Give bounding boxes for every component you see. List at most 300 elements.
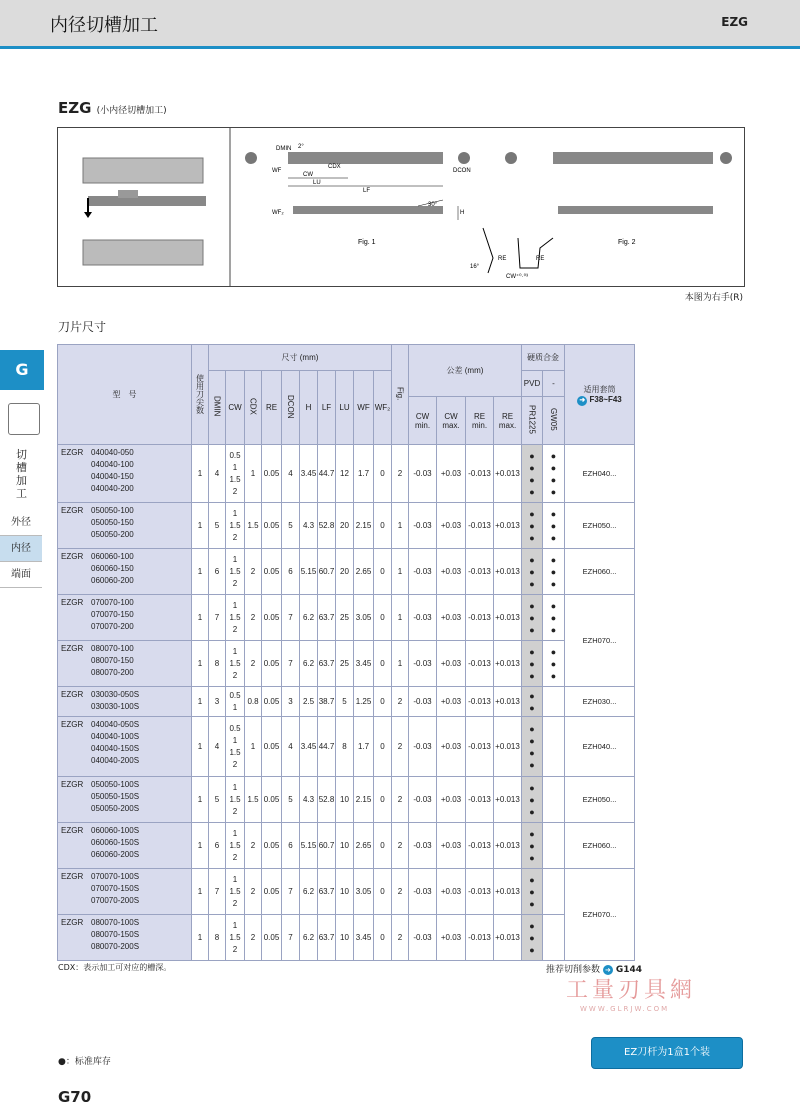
dcon-cell: 4	[282, 717, 300, 777]
wf2-cell: 0	[374, 445, 392, 503]
stock-dot-icon: ●	[529, 450, 535, 461]
re-min-cell: -0.013	[466, 503, 494, 549]
re-cell: 0.05	[262, 503, 282, 549]
side-menu-item-outer[interactable]: 外径	[0, 510, 42, 536]
col-lf: LF	[318, 371, 336, 445]
edges-cell: 1	[192, 869, 209, 915]
fig-cell: 1	[392, 503, 409, 549]
edges-cell: 1	[192, 687, 209, 717]
re-cell: 0.05	[262, 869, 282, 915]
model-cell	[58, 595, 192, 641]
cw-value: 2	[232, 532, 238, 542]
dmin-cell: 5	[209, 503, 226, 549]
cutting-ref-page: G144	[615, 965, 642, 975]
model-code: 080070-200	[91, 668, 134, 677]
dim-angle30: 30°	[428, 202, 438, 208]
col-h: H	[300, 371, 318, 445]
wf-cell: 2.15	[354, 503, 374, 549]
stock-dot-icon: ●	[529, 944, 535, 955]
cw-min-cell: -0.03	[409, 687, 437, 717]
wf2-cell: 0	[374, 869, 392, 915]
col-cdx: CDX	[245, 371, 262, 445]
h-cell: 5.15	[300, 823, 318, 869]
table-row	[58, 445, 635, 503]
edges-cell: 1	[192, 823, 209, 869]
col-tolerance: 公差 (mm)	[409, 345, 522, 397]
stock-dot-icon: ●	[529, 658, 535, 669]
lf-cell: 63.7	[318, 641, 336, 687]
model-code: 040040-200S	[91, 756, 140, 765]
model-cell	[58, 445, 192, 503]
watermark-url: WWW.GLRJW.COM	[580, 1005, 670, 1013]
holder-cell: EZH050...	[565, 777, 635, 823]
workpiece-diagram	[83, 158, 206, 265]
model-code: 040040-050	[91, 448, 134, 457]
model-prefix: EZGR	[61, 506, 84, 515]
side-menu-item-inner[interactable]: 内径	[0, 536, 42, 562]
cutting-ref-label: 推荐切削参数	[546, 965, 601, 975]
col-cw-max: CW max.	[437, 397, 466, 445]
model-code: 080070-100S	[91, 918, 140, 927]
cw-value: 1	[232, 782, 238, 792]
cw-value: 2	[232, 759, 238, 769]
stock-dot-icon: ●	[529, 782, 535, 793]
wf2-cell: 0	[374, 595, 392, 641]
dmin-cell: 7	[209, 869, 226, 915]
fig-cell: 2	[392, 915, 409, 961]
stock-dot-icon: ●	[529, 886, 535, 897]
holder-cell: EZH070...	[565, 595, 635, 687]
cw-max-cell: +0.03	[437, 869, 466, 915]
stock-dot-icon: ●	[550, 578, 557, 589]
re-min-cell: -0.013	[466, 717, 494, 777]
dcon-cell: 7	[282, 595, 300, 641]
model-cell	[58, 503, 192, 549]
h-cell: 6.2	[300, 915, 318, 961]
cw-min-cell: -0.03	[409, 595, 437, 641]
wf2-cell: 0	[374, 823, 392, 869]
dcon-cell: 7	[282, 869, 300, 915]
dim-dcon: DCON	[453, 168, 471, 174]
lu-cell: 10	[336, 777, 354, 823]
re-cell: 0.05	[262, 823, 282, 869]
cw-value: 1	[232, 702, 238, 712]
cw-value: 1.5	[229, 612, 241, 622]
h-cell: 6.2	[300, 595, 318, 641]
lf-cell: 44.7	[318, 717, 336, 777]
re-cell: 0.05	[262, 595, 282, 641]
re-cell: 0.05	[262, 641, 282, 687]
holder-cell: EZH050...	[565, 503, 635, 549]
legend: ●：标准库存	[58, 1057, 111, 1067]
fig-cell: 2	[392, 445, 409, 503]
cdx-cell: 2	[245, 595, 262, 641]
table-row	[58, 717, 635, 777]
section-title	[58, 99, 167, 117]
fig-cell: 1	[392, 549, 409, 595]
pr1225-cell	[522, 823, 543, 869]
pr1225-cell	[522, 777, 543, 823]
model-code: 040040-100	[91, 460, 134, 469]
re-max-cell: +0.013	[494, 915, 522, 961]
dim-cw-tol: CW⁺⁰·⁰³	[506, 274, 528, 280]
cw-value: 1.5	[229, 658, 241, 668]
lf-cell: 52.8	[318, 503, 336, 549]
re-cell: 0.05	[262, 915, 282, 961]
cw-value: 1.5	[229, 840, 241, 850]
wf2-cell: 0	[374, 687, 392, 717]
dcon-cell: 4	[282, 445, 300, 503]
col-dash: -	[543, 371, 565, 397]
cw-value: 0.5	[229, 450, 241, 460]
edges-cell: 1	[192, 717, 209, 777]
cw-value: 1.5	[229, 566, 241, 576]
stock-dot-icon: ●	[550, 566, 557, 577]
cw-min-cell: -0.03	[409, 445, 437, 503]
cdx-cell: 1.5	[245, 503, 262, 549]
cw-value: 2	[232, 670, 238, 680]
cw-max-cell: +0.03	[437, 445, 466, 503]
cdx-cell: 2	[245, 915, 262, 961]
model-prefix: EZGR	[61, 690, 84, 699]
model-code: 040040-150S	[91, 744, 140, 753]
fig2-caption: Fig. 2	[618, 239, 636, 246]
wf-cell: 3.45	[354, 915, 374, 961]
holder-cell: EZH030...	[565, 687, 635, 717]
edge-detail-drawing	[470, 228, 553, 280]
cw-value: 0.5	[229, 690, 241, 700]
cdx-cell: 2	[245, 823, 262, 869]
stock-dot-icon: ●	[529, 690, 535, 701]
cw-max-cell: +0.03	[437, 549, 466, 595]
lf-cell: 60.7	[318, 549, 336, 595]
lf-cell: 63.7	[318, 869, 336, 915]
stock-dot-icon: ●	[529, 806, 535, 817]
model-code: 060060-100S	[91, 826, 140, 835]
cdx-cell: 2	[245, 869, 262, 915]
dim-h: H	[460, 210, 465, 216]
gw05-cell	[543, 915, 565, 961]
page-number: G70	[58, 1088, 92, 1106]
model-code: 030030-100S	[91, 702, 140, 711]
stock-dot-icon: ●	[529, 670, 535, 681]
cw-max-cell: +0.03	[437, 823, 466, 869]
stock-dot-icon: ●	[529, 624, 535, 635]
cw-value: 2	[232, 486, 238, 496]
re-cell: 0.05	[262, 549, 282, 595]
model-prefix: EZGR	[61, 872, 84, 881]
fig1-drawing	[245, 144, 471, 246]
re-max-cell: +0.013	[494, 777, 522, 823]
cw-max-cell: +0.03	[437, 687, 466, 717]
page-title: 内径切槽加工	[50, 15, 158, 36]
edges-cell: 1	[192, 641, 209, 687]
model-code: 070070-150S	[91, 884, 140, 893]
wf-cell: 3.05	[354, 869, 374, 915]
model-code: 030030-050S	[91, 690, 140, 699]
cw-cell	[226, 445, 245, 503]
stock-dot-icon: ●	[550, 520, 557, 531]
fig-cell: 2	[392, 687, 409, 717]
stock-dot-icon: ●	[529, 852, 535, 863]
grooving-icon	[8, 403, 40, 435]
pr1225-cell	[522, 445, 543, 503]
model-code: 070070-200	[91, 622, 134, 631]
dim-lu: LU	[313, 180, 321, 186]
stock-dot-icon: ●	[529, 474, 535, 485]
stock-dot-icon: ●	[529, 723, 535, 734]
re-max-cell: +0.013	[494, 595, 522, 641]
dcon-cell: 6	[282, 823, 300, 869]
stock-dot-icon: ●	[529, 932, 535, 943]
model-cell	[58, 915, 192, 961]
lf-cell: 63.7	[318, 915, 336, 961]
wf2-cell: 0	[374, 549, 392, 595]
col-dmin: DMIN	[209, 371, 226, 445]
cw-value: 1	[232, 646, 238, 656]
model-code: 050050-100S	[91, 780, 140, 789]
re-min-cell: -0.013	[466, 445, 494, 503]
re-cell: 0.05	[262, 777, 282, 823]
wf-cell: 2.15	[354, 777, 374, 823]
cw-max-cell: +0.03	[437, 717, 466, 777]
dmin-cell: 6	[209, 549, 226, 595]
pr1225-cell	[522, 549, 543, 595]
col-re: RE	[262, 371, 282, 445]
wf-cell: 1.25	[354, 687, 374, 717]
model-cell	[58, 869, 192, 915]
model-code: 050050-150	[91, 518, 134, 527]
dmin-cell: 3	[209, 687, 226, 717]
model-code: 060060-150	[91, 564, 134, 573]
model-code: 080070-100	[91, 644, 134, 653]
fig-cell: 1	[392, 595, 409, 641]
stock-dot-icon: ●	[529, 646, 535, 657]
model-code: 050050-100	[91, 506, 134, 515]
lu-cell: 20	[336, 549, 354, 595]
cw-min-cell: -0.03	[409, 915, 437, 961]
spec-table-body	[58, 445, 635, 961]
model-prefix: EZGR	[61, 918, 84, 927]
h-cell: 4.3	[300, 503, 318, 549]
stock-dot-icon: ●	[550, 508, 557, 519]
lu-cell: 20	[336, 503, 354, 549]
lf-cell: 44.7	[318, 445, 336, 503]
page-header	[0, 0, 800, 46]
wf2-cell: 0	[374, 641, 392, 687]
re-min-cell: -0.013	[466, 687, 494, 717]
cw-min-cell: -0.03	[409, 777, 437, 823]
cw-value: 1	[232, 508, 238, 518]
holder-cell: EZH040...	[565, 717, 635, 777]
model-cell	[58, 687, 192, 717]
stock-dot-icon: ●	[529, 794, 535, 805]
stock-dot-icon: ●	[550, 624, 557, 635]
gw05-cell	[543, 869, 565, 915]
spec-table	[57, 344, 635, 961]
model-prefix: EZGR	[61, 780, 84, 789]
cw-value: 1	[232, 920, 238, 930]
col-cw: CW	[226, 371, 245, 445]
cw-value: 2	[232, 624, 238, 634]
col-pvd: PVD	[522, 371, 543, 397]
cw-cell	[226, 777, 245, 823]
pr1225-cell	[522, 503, 543, 549]
re-min-cell: -0.013	[466, 595, 494, 641]
col-holder	[565, 345, 635, 445]
holder-cell: EZH060...	[565, 549, 635, 595]
model-cell	[58, 641, 192, 687]
dmin-cell: 8	[209, 641, 226, 687]
edges-cell: 1	[192, 549, 209, 595]
arrow-icon: ➜	[577, 396, 587, 406]
col-dcon: DCON	[282, 371, 300, 445]
wf-cell: 2.65	[354, 823, 374, 869]
cdx-cell: 1.5	[245, 777, 262, 823]
header-divider	[0, 46, 800, 49]
arrow-icon: ➜	[603, 965, 613, 975]
section-subtitle: (小内径切槽加工)	[96, 106, 167, 116]
cw-value: 2	[232, 898, 238, 908]
col-re-max: RE max.	[494, 397, 522, 445]
re-max-cell: +0.013	[494, 687, 522, 717]
side-vertical-label: 切槽加工	[16, 448, 27, 500]
dim-re2: RE	[536, 256, 545, 262]
dim-angle16: 16°	[470, 264, 480, 270]
model-code: 060060-150S	[91, 838, 140, 847]
col-cw-min: CW min.	[409, 397, 437, 445]
holder-cell: EZH040...	[565, 445, 635, 503]
fig-cell: 2	[392, 823, 409, 869]
model-cell	[58, 549, 192, 595]
model-code: 040040-150	[91, 472, 134, 481]
fig1-caption: Fig. 1	[358, 239, 376, 246]
dim-dmin: DMIN	[276, 146, 292, 152]
re-max-cell: +0.013	[494, 823, 522, 869]
pr1225-cell	[522, 869, 543, 915]
model-code: 080070-200S	[91, 942, 140, 951]
re-cell: 0.05	[262, 687, 282, 717]
fig2-drawing	[505, 152, 732, 246]
dmin-cell: 5	[209, 777, 226, 823]
fig-cell: 2	[392, 869, 409, 915]
lf-cell: 52.8	[318, 777, 336, 823]
h-cell: 6.2	[300, 641, 318, 687]
re-max-cell: +0.013	[494, 549, 522, 595]
hand-note: 本图为右手(R)	[684, 293, 743, 303]
model-prefix: EZGR	[61, 720, 84, 729]
stock-dot-icon: ●	[529, 898, 535, 909]
cw-cell	[226, 503, 245, 549]
model-code: 040040-200	[91, 484, 134, 493]
cw-value: 2	[232, 852, 238, 862]
stock-dot-icon: ●	[529, 759, 535, 770]
model-code: 070070-100	[91, 598, 134, 607]
wf2-cell: 0	[374, 503, 392, 549]
table-row	[58, 915, 635, 961]
cw-cell	[226, 549, 245, 595]
cw-value: 1.5	[229, 886, 241, 896]
table-row	[58, 641, 635, 687]
dmin-cell: 8	[209, 915, 226, 961]
dim-cdx: CDX	[328, 164, 341, 170]
model-code: 060060-100	[91, 552, 134, 561]
gw05-cell	[543, 823, 565, 869]
table-row	[58, 687, 635, 717]
stock-dot-icon: ●	[550, 600, 557, 611]
model-code: 070070-100S	[91, 872, 140, 881]
stock-dot-icon: ●	[529, 747, 535, 758]
model-cell	[58, 717, 192, 777]
re-max-cell: +0.013	[494, 717, 522, 777]
gw05-cell	[543, 687, 565, 717]
col-dimensions: 尺寸 (mm)	[209, 345, 392, 371]
re-min-cell: -0.013	[466, 549, 494, 595]
col-carbide: 硬质合金	[522, 345, 565, 371]
cw-max-cell: +0.03	[437, 915, 466, 961]
wf-cell: 2.65	[354, 549, 374, 595]
wf-cell: 3.45	[354, 641, 374, 687]
cw-value: 1	[232, 828, 238, 838]
cw-max-cell: +0.03	[437, 503, 466, 549]
lf-cell: 63.7	[318, 595, 336, 641]
stock-dot-icon: ●	[529, 578, 535, 589]
dmin-cell: 6	[209, 823, 226, 869]
cw-value: 2	[232, 806, 238, 816]
cw-value: 1.5	[229, 794, 241, 804]
section-title-main: EZG	[58, 99, 92, 117]
edges-cell: 1	[192, 595, 209, 641]
cw-value: 2	[232, 578, 238, 588]
subsection-title: 刀片尺寸	[58, 320, 107, 334]
model-code: 050050-200	[91, 530, 134, 539]
cdx-cell: 1	[245, 717, 262, 777]
gw05-cell	[543, 549, 565, 595]
lu-cell: 10	[336, 823, 354, 869]
edges-cell: 1	[192, 503, 209, 549]
section-tab[interactable]: G	[0, 350, 44, 390]
fig-cell: 2	[392, 717, 409, 777]
gw05-cell	[543, 503, 565, 549]
h-cell: 4.3	[300, 777, 318, 823]
stock-dot-icon: ●	[550, 486, 557, 497]
cw-min-cell: -0.03	[409, 641, 437, 687]
fig-cell: 2	[392, 777, 409, 823]
dim-lf: LF	[363, 188, 371, 194]
wf2-cell: 0	[374, 915, 392, 961]
lu-cell: 25	[336, 641, 354, 687]
dim-wf2: WF₂	[272, 210, 284, 216]
stock-dot-icon: ●	[550, 462, 557, 473]
stock-dot-icon: ●	[529, 612, 535, 623]
pr1225-cell	[522, 717, 543, 777]
dim-cw: CW	[303, 172, 313, 178]
col-fig: Fig.	[392, 345, 409, 445]
cw-value: 1	[232, 554, 238, 564]
stock-dot-icon: ●	[529, 828, 535, 839]
col-gw05: GW05	[543, 397, 565, 445]
lf-cell: 38.7	[318, 687, 336, 717]
model-code: 070070-200S	[91, 896, 140, 905]
stock-dot-icon: ●	[529, 735, 535, 746]
stock-dot-icon: ●	[529, 508, 535, 519]
dim-re: RE	[498, 256, 507, 262]
re-cell: 0.05	[262, 445, 282, 503]
model-code: 040040-050S	[91, 720, 140, 729]
figure-box	[57, 127, 745, 287]
side-menu-item-face[interactable]: 端面	[0, 562, 42, 588]
cw-value: 1.5	[229, 520, 241, 530]
